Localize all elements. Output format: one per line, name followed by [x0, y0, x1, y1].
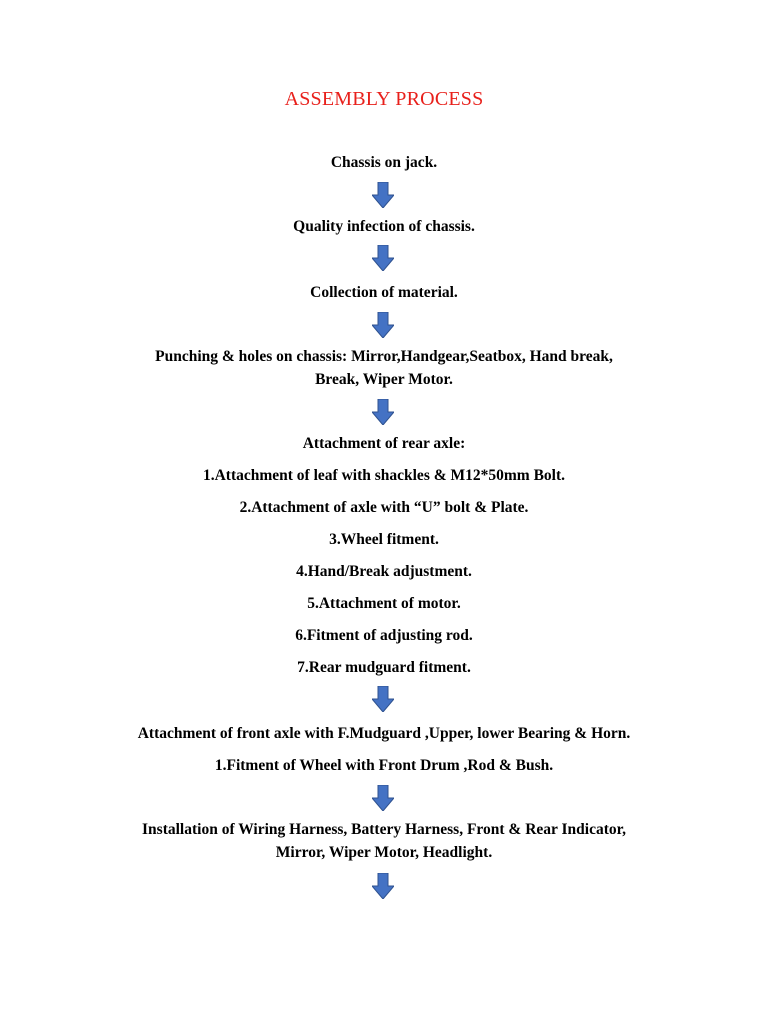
rear-axle-item: 1.Attachment of leaf with shackles & M12*50mm Bolt.: [202, 467, 566, 484]
rear-axle-item: 5.Attachment of motor.: [307, 595, 461, 612]
step-quality-inspection: Quality infection of chassis.: [293, 218, 475, 235]
step-rear-axle-heading: Attachment of rear axle:: [302, 435, 466, 452]
down-arrow-icon: [372, 312, 394, 338]
down-arrow-icon: [372, 245, 394, 271]
rear-axle-item: 7.Rear mudguard fitment.: [297, 659, 471, 676]
step-punching-line-1: Punching & holes on chassis: Mirror,Handgear,Seatbox, Hand break,: [155, 348, 613, 365]
front-axle-item: 1.Fitment of Wheel with Front Drum ,Rod & Bush.: [214, 757, 554, 774]
step-chassis-on-jack: Chassis on jack.: [330, 154, 438, 171]
down-arrow-icon: [372, 182, 394, 208]
step-wiring-line-2: Mirror, Wiper Motor, Headlight.: [275, 844, 493, 861]
down-arrow-icon: [372, 686, 394, 712]
rear-axle-item: 6.Fitment of adjusting rod.: [295, 627, 473, 644]
down-arrow-icon: [372, 873, 394, 899]
page-title: ASSEMBLY PROCESS: [284, 88, 484, 110]
step-punching-line-2: Break, Wiper Motor.: [315, 371, 453, 388]
rear-axle-item: 4.Hand/Break adjustment.: [296, 563, 472, 580]
rear-axle-item: 2.Attachment of axle with “U” bolt & Plate.: [239, 499, 529, 516]
step-wiring-line-1: Installation of Wiring Harness, Battery Harness, Front & Rear Indicator,: [142, 821, 626, 838]
down-arrow-icon: [372, 785, 394, 811]
step-front-axle-heading: Attachment of front axle with F.Mudguard ,Upper, lower Bearing & Horn.: [137, 725, 631, 742]
step-collection-of-material: Collection of material.: [310, 284, 458, 301]
down-arrow-icon: [372, 399, 394, 425]
rear-axle-item: 3.Wheel fitment.: [329, 531, 439, 548]
